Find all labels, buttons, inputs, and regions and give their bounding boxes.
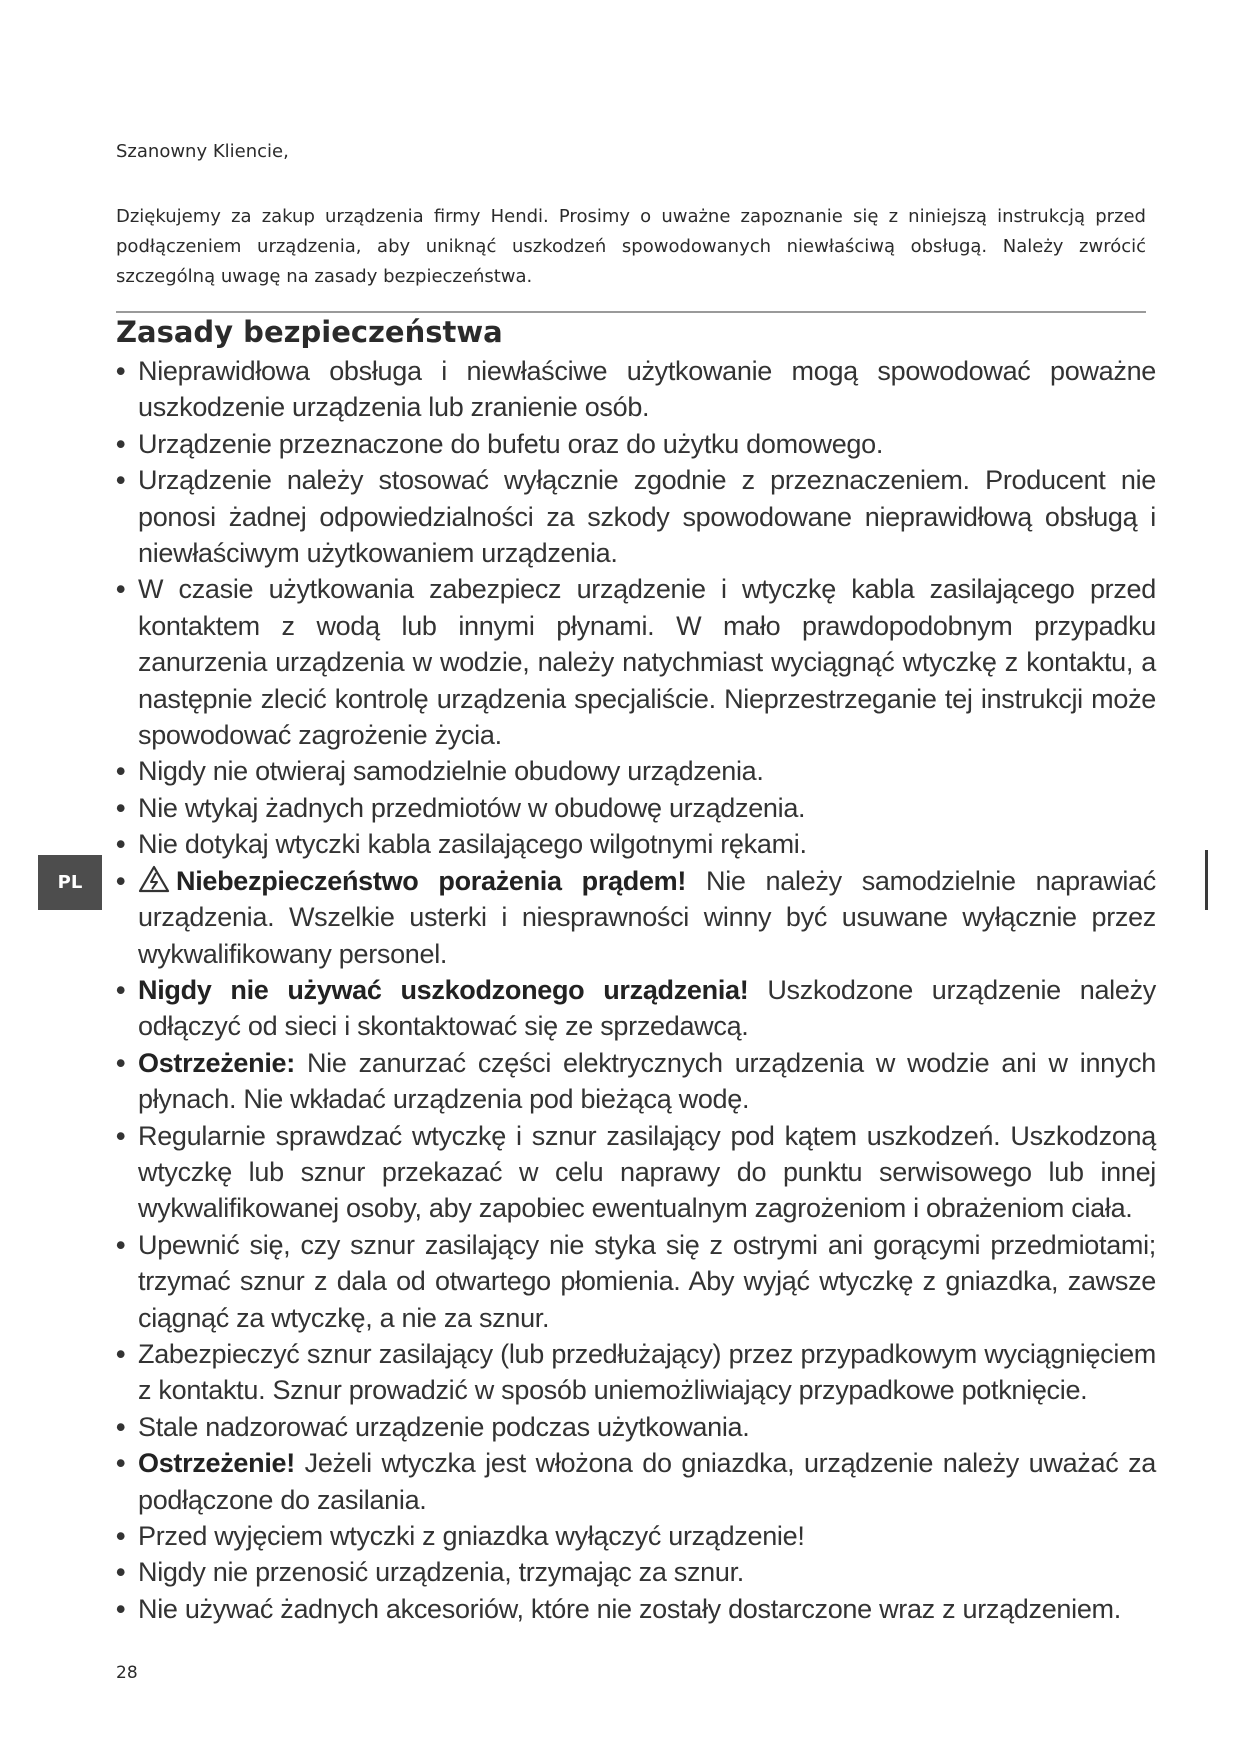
electric-shock-warning-icon [138, 865, 170, 893]
bullet: • [116, 1448, 126, 1479]
list-item [116, 1227, 1156, 1336]
item-text: Nie dotykaj wtyczki kabla zasilającego wilgotnymi rękami. [138, 829, 807, 860]
bullet: • [116, 756, 126, 787]
bullet: • [116, 1338, 126, 1369]
item-text: Nie należy samodzielnie naprawiać urządzenia. Wszelkie usterki i niesprawności winny być usuwane wyłącznie przez wykwalifikowany personel. [138, 865, 1157, 969]
list-item [116, 790, 1156, 826]
list-item [116, 426, 1156, 462]
bullet: • [116, 1411, 126, 1442]
item-lead: Nigdy nie używać uszkodzonego urządzenia! [138, 974, 749, 1005]
item-lead: Niebezpieczeństwo porażenia prądem! [176, 865, 687, 896]
section-divider [116, 311, 1146, 313]
item-text: Urządzenie przeznaczone do bufetu oraz do użytku domowego. [138, 428, 884, 459]
item-text: Urządzenie należy stosować wyłącznie zgodnie z przeznaczeniem. Producent nie ponosi żadnej odpowiedzialności za szkody spowodowane nieprawidłową obsługą i niewłaściwym użytkowaniem urządzenia. [138, 465, 1156, 569]
bullet: • [116, 1593, 126, 1624]
section-title: Zasady bezpieczeństwa [116, 315, 503, 349]
item-text: Nigdy nie przenosić urządzenia, trzymając za sznur. [138, 1557, 744, 1588]
list-item [116, 1554, 1156, 1590]
bullet: • [116, 1521, 126, 1551]
bullet: • [116, 974, 126, 1005]
list-item [116, 1118, 1156, 1227]
item-text: Nie zanurzać części elektrycznych urządzenia w wodzie ani w innych płynach. Nie wkładać urządzenia pod bieżącą wodę. [138, 1047, 1156, 1115]
item-text: Stale nadzorować urządzenie podczas użytkowania. [138, 1411, 750, 1442]
bullet: • [116, 428, 126, 459]
bullet: • [116, 1047, 126, 1078]
list-item [116, 1518, 1156, 1554]
bullet: • [116, 1229, 126, 1260]
item-lead: Ostrzeżenie! [138, 1448, 295, 1479]
item-text: Regularnie sprawdzać wtyczkę i sznur zasilający pod kątem uszkodzeń. Uszkodzoną wtyczkę lub sznur przekazać w celu naprawy do punktu serwisowego lub innej wykwalifikowanej osoby, aby zapobiec ewentualnym zagrożeniom i obrażeniom ciała. [138, 1120, 1156, 1224]
language-tab: PL [38, 855, 102, 910]
item-text: Jeżeli wtyczka jest włożona do gniazdka, urządzenie należy uważać za podłączone do zasilania. [138, 1448, 1157, 1515]
item-text: Nieprawidłowa obsługa i niewłaściwe użytkowanie mogą spowodować poważne uszkodzenie urządzenia lub zranienie osób. [138, 356, 1156, 423]
side-margin-mark [1205, 850, 1208, 910]
safety-list [116, 353, 1156, 1627]
bullet: • [116, 1120, 126, 1151]
bullet: • [116, 574, 126, 605]
list-item [116, 571, 1156, 753]
item-text: Nigdy nie otwieraj samodzielnie obudowy urządzenia. [138, 756, 764, 787]
list-item [116, 1409, 1156, 1445]
bullet: • [116, 829, 126, 860]
item-lead: Ostrzeżenie: [138, 1047, 295, 1078]
item-text: Zabezpieczyć sznur zasilający (lub przedłużający) przez przypadkowym wyciągnięciem z kontaktu. Sznur prowadzić w sposób uniemożliwiający przypadkowe potknięcie. [138, 1338, 1156, 1406]
intro-paragraph: Dziękujemy za zakup urządzenia firmy Hendi. Prosimy o uważne zapoznanie się z niniejszą instrukcją przed podłączeniem urządzenia, aby uniknąć uszkodzeń spowodowanych niewłaściwą obsługą. Należy zwrócić szczególną uwagę na zasady bezpieczeństwa. [116, 206, 1146, 287]
list-item [116, 972, 1156, 1045]
list-item [116, 353, 1156, 426]
bullet: • [116, 865, 126, 896]
list-item [116, 826, 1156, 862]
bullet: • [116, 356, 126, 386]
item-text: Uszkodzone urządzenie należy odłączyć od sieci i skontaktować się ze sprzedawcą. [138, 974, 1156, 1042]
item-text: W czasie użytkowania zabezpiecz urządzenie i wtyczkę kabla zasilającego przed kontaktem z wodą lub innymi płynami. W mało prawdopodobnym przypadku zanurzenia urządzenia w wodzie, należy natychmiast wyciągnąć wtyczkę z kontaktu, a następnie zlecić kontrolę urządzenia specjaliście. Nieprzestrzeganie tej instrukcji może spowodować zagrożenie życia. [138, 574, 1156, 751]
list-item [116, 462, 1156, 571]
page-number: 28 [116, 1663, 138, 1683]
list-item [116, 753, 1156, 789]
item-text: Nie wtykaj żadnych przedmiotów w obudowę urządzenia. [138, 792, 806, 823]
item-text: Upewnić się, czy sznur zasilający nie styka się z ostrymi ani gorącymi przedmiotami; trzymać sznur z dala od otwartego płomienia. Aby wyjąć wtyczkę z gniazdka, zawsze ciągnąć za wtyczkę, a nie za sznur. [138, 1229, 1156, 1333]
item-text: Nie używać żadnych akcesoriów, które nie zostały dostarczone wraz z urządzeniem. [138, 1593, 1121, 1624]
bullet: • [116, 465, 126, 496]
list-item [116, 1445, 1156, 1518]
list-item [116, 1336, 1156, 1409]
bullet: • [116, 1557, 126, 1588]
greeting: Szanowny Kliencie, [116, 141, 289, 162]
list-item [116, 863, 1156, 972]
list-item [116, 1045, 1156, 1118]
list-item [116, 1591, 1156, 1627]
bullet: • [116, 792, 126, 823]
item-text: Przed wyjęciem wtyczki z gniazdka wyłączyć urządzenie! [138, 1521, 805, 1551]
